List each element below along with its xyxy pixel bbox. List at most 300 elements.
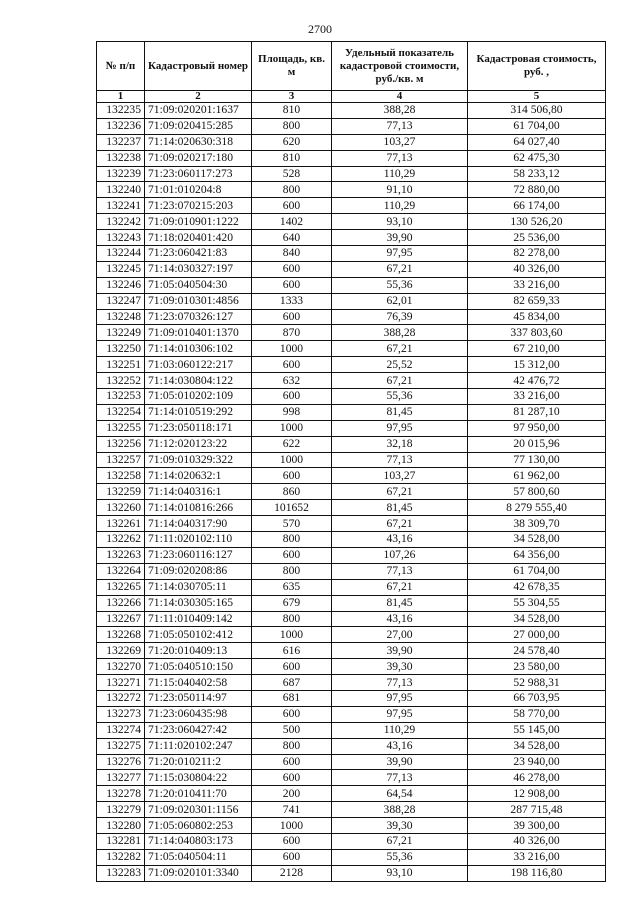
area-cell: 600: [252, 277, 332, 293]
area-cell: 810: [252, 150, 332, 166]
header-number: № п/п: [97, 42, 145, 91]
cadastral-value-cell: 62 475,30: [468, 150, 606, 166]
unit-value-cell: 39,90: [332, 754, 468, 770]
cadastral-value-cell: 55 304,55: [468, 595, 606, 611]
row-number-cell: 132268: [97, 627, 145, 643]
unit-value-cell: 55,36: [332, 389, 468, 405]
unit-value-cell: 77,13: [332, 452, 468, 468]
table-body: [97, 103, 606, 882]
area-cell: 810: [252, 103, 332, 119]
cadastral-number-cell: 71:09:020201:1637: [145, 103, 252, 119]
table-row: [97, 516, 606, 532]
column-number: 3: [252, 91, 332, 103]
unit-value-cell: 67,21: [332, 833, 468, 849]
cadastral-number-cell: 71:15:030804:22: [145, 770, 252, 786]
cadastral-value-cell: 42 678,35: [468, 579, 606, 595]
row-number-cell: 132246: [97, 277, 145, 293]
header-unit-value: Удельный показатель кадастровой стоимости, руб./кв. м: [332, 42, 468, 91]
table-row: [97, 627, 606, 643]
cadastral-number-cell: 71:23:070215:203: [145, 198, 252, 214]
row-number-cell: 132283: [97, 865, 145, 881]
row-number-cell: 132266: [97, 595, 145, 611]
row-number-cell: 132272: [97, 690, 145, 706]
cadastral-number-cell: 71:11:020102:110: [145, 532, 252, 548]
table-row: [97, 341, 606, 357]
unit-value-cell: 32,18: [332, 436, 468, 452]
cadastral-number-cell: 71:23:060427:42: [145, 722, 252, 738]
cadastral-value-cell: 46 278,00: [468, 770, 606, 786]
unit-value-cell: 39,30: [332, 659, 468, 675]
table-row: [97, 309, 606, 325]
area-cell: 600: [252, 706, 332, 722]
header-area: Площадь, кв. м: [252, 42, 332, 91]
table-row: [97, 818, 606, 834]
cadastral-value-cell: 77 130,00: [468, 452, 606, 468]
area-cell: 1000: [252, 452, 332, 468]
area-cell: 800: [252, 563, 332, 579]
unit-value-cell: 67,21: [332, 261, 468, 277]
row-number-cell: 132255: [97, 420, 145, 436]
cadastral-value-cell: 64 356,00: [468, 547, 606, 563]
table-row: [97, 134, 606, 150]
unit-value-cell: 55,36: [332, 849, 468, 865]
row-number-cell: 132241: [97, 198, 145, 214]
unit-value-cell: 103,27: [332, 468, 468, 484]
area-cell: 622: [252, 436, 332, 452]
unit-value-cell: 110,29: [332, 198, 468, 214]
cadastral-value-cell: 23 940,00: [468, 754, 606, 770]
unit-value-cell: 388,28: [332, 802, 468, 818]
cadastral-number-cell: 71:09:020415:285: [145, 118, 252, 134]
row-number-cell: 132250: [97, 341, 145, 357]
area-cell: 600: [252, 198, 332, 214]
row-number-cell: 132243: [97, 230, 145, 246]
table-row: [97, 182, 606, 198]
cadastral-number-cell: 71:14:030327:197: [145, 261, 252, 277]
cadastral-value-cell: 12 908,00: [468, 786, 606, 802]
area-cell: 600: [252, 261, 332, 277]
table-row: [97, 786, 606, 802]
area-cell: 840: [252, 246, 332, 262]
unit-value-cell: 77,13: [332, 675, 468, 691]
table-row: [97, 833, 606, 849]
cadastral-value-cell: 61 704,00: [468, 118, 606, 134]
column-number: 2: [145, 91, 252, 103]
cadastral-number-cell: 71:11:010409:142: [145, 611, 252, 627]
row-number-cell: 132262: [97, 532, 145, 548]
area-cell: 600: [252, 468, 332, 484]
table-row: [97, 389, 606, 405]
table-row: [97, 230, 606, 246]
row-number-cell: 132254: [97, 404, 145, 420]
row-number-cell: 132270: [97, 659, 145, 675]
unit-value-cell: 76,39: [332, 309, 468, 325]
table-row: [97, 547, 606, 563]
cadastral-number-cell: 71:12:020123:22: [145, 436, 252, 452]
table-row: [97, 103, 606, 119]
column-number: 5: [468, 91, 606, 103]
unit-value-cell: 107,26: [332, 547, 468, 563]
area-cell: 1000: [252, 818, 332, 834]
unit-value-cell: 43,16: [332, 532, 468, 548]
table-row: [97, 722, 606, 738]
cadastral-value-cell: 27 000,00: [468, 627, 606, 643]
area-cell: 800: [252, 532, 332, 548]
cadastral-number-cell: 71:14:040803:173: [145, 833, 252, 849]
cadastral-value-cell: 40 326,00: [468, 833, 606, 849]
area-cell: 679: [252, 595, 332, 611]
row-number-cell: 132279: [97, 802, 145, 818]
row-number-cell: 132239: [97, 166, 145, 182]
area-cell: 635: [252, 579, 332, 595]
cadastral-value-cell: 39 300,00: [468, 818, 606, 834]
cadastral-value-cell: 40 326,00: [468, 261, 606, 277]
table-row: [97, 675, 606, 691]
area-cell: 2128: [252, 865, 332, 881]
cadastral-value-cell: 55 145,00: [468, 722, 606, 738]
area-cell: 600: [252, 309, 332, 325]
area-cell: 616: [252, 643, 332, 659]
cadastral-value-cell: 20 015,96: [468, 436, 606, 452]
area-cell: 600: [252, 547, 332, 563]
row-number-cell: 132280: [97, 818, 145, 834]
cadastral-number-cell: 71:09:020208:86: [145, 563, 252, 579]
table-row: [97, 246, 606, 262]
column-number: 1: [97, 91, 145, 103]
unit-value-cell: 81,45: [332, 500, 468, 516]
cadastral-number-cell: 71:03:060122:217: [145, 357, 252, 373]
cadastral-number-cell: 71:23:050118:171: [145, 420, 252, 436]
cadastral-value-cell: 58 233,12: [468, 166, 606, 182]
area-cell: 860: [252, 484, 332, 500]
unit-value-cell: 77,13: [332, 563, 468, 579]
row-number-cell: 132261: [97, 516, 145, 532]
table-row: [97, 214, 606, 230]
table-row: [97, 500, 606, 516]
table-row: [97, 373, 606, 389]
cadastral-value-cell: 34 528,00: [468, 611, 606, 627]
unit-value-cell: 27,00: [332, 627, 468, 643]
cadastral-value-table: [96, 41, 606, 882]
column-number-row: [97, 91, 606, 103]
unit-value-cell: 67,21: [332, 373, 468, 389]
area-cell: 600: [252, 770, 332, 786]
cadastral-number-cell: 71:23:060421:83: [145, 246, 252, 262]
cadastral-value-cell: 58 770,00: [468, 706, 606, 722]
row-number-cell: 132267: [97, 611, 145, 627]
row-number-cell: 132244: [97, 246, 145, 262]
table-row: [97, 611, 606, 627]
unit-value-cell: 55,36: [332, 277, 468, 293]
area-cell: 998: [252, 404, 332, 420]
row-number-cell: 132271: [97, 675, 145, 691]
table-row: [97, 404, 606, 420]
area-cell: 600: [252, 389, 332, 405]
unit-value-cell: 97,95: [332, 246, 468, 262]
cadastral-value-cell: 8 279 555,40: [468, 500, 606, 516]
unit-value-cell: 39,30: [332, 818, 468, 834]
cadastral-number-cell: 71:05:050102:412: [145, 627, 252, 643]
unit-value-cell: 91,10: [332, 182, 468, 198]
cadastral-value-cell: 66 174,00: [468, 198, 606, 214]
table-row: [97, 659, 606, 675]
cadastral-number-cell: 71:20:010411:70: [145, 786, 252, 802]
unit-value-cell: 77,13: [332, 770, 468, 786]
cadastral-number-cell: 71:14:010816:266: [145, 500, 252, 516]
row-number-cell: 132242: [97, 214, 145, 230]
unit-value-cell: 62,01: [332, 293, 468, 309]
area-cell: 687: [252, 675, 332, 691]
cadastral-value-cell: 82 278,00: [468, 246, 606, 262]
table-row: [97, 643, 606, 659]
cadastral-value-cell: 15 312,00: [468, 357, 606, 373]
cadastral-value-cell: 42 476,72: [468, 373, 606, 389]
cadastral-value-cell: 57 800,60: [468, 484, 606, 500]
cadastral-number-cell: 71:14:030804:122: [145, 373, 252, 389]
table-row: [97, 468, 606, 484]
area-cell: 600: [252, 849, 332, 865]
area-cell: 800: [252, 118, 332, 134]
row-number-cell: 132256: [97, 436, 145, 452]
table-row: [97, 690, 606, 706]
cadastral-number-cell: 71:23:050114:97: [145, 690, 252, 706]
cadastral-number-cell: 71:23:060435:98: [145, 706, 252, 722]
cadastral-number-cell: 71:09:020217:180: [145, 150, 252, 166]
table-row: [97, 563, 606, 579]
cadastral-number-cell: 71:01:010204:8: [145, 182, 252, 198]
area-cell: 1000: [252, 627, 332, 643]
unit-value-cell: 67,21: [332, 579, 468, 595]
row-number-cell: 132237: [97, 134, 145, 150]
area-cell: 681: [252, 690, 332, 706]
area-cell: 620: [252, 134, 332, 150]
cadastral-value-cell: 24 578,40: [468, 643, 606, 659]
table-row: [97, 770, 606, 786]
row-number-cell: 132260: [97, 500, 145, 516]
cadastral-value-cell: 337 803,60: [468, 325, 606, 341]
row-number-cell: 132236: [97, 118, 145, 134]
unit-value-cell: 67,21: [332, 484, 468, 500]
cadastral-number-cell: 71:05:060802:253: [145, 818, 252, 834]
row-number-cell: 132274: [97, 722, 145, 738]
table-row: [97, 738, 606, 754]
cadastral-value-cell: 130 526,20: [468, 214, 606, 230]
row-number-cell: 132249: [97, 325, 145, 341]
column-number: 4: [332, 91, 468, 103]
unit-value-cell: 67,21: [332, 516, 468, 532]
unit-value-cell: 93,10: [332, 214, 468, 230]
cadastral-number-cell: 71:14:030705:11: [145, 579, 252, 595]
cadastral-value-cell: 72 880,00: [468, 182, 606, 198]
area-cell: 600: [252, 833, 332, 849]
unit-value-cell: 77,13: [332, 150, 468, 166]
table-row: [97, 706, 606, 722]
row-number-cell: 132247: [97, 293, 145, 309]
row-number-cell: 132281: [97, 833, 145, 849]
row-number-cell: 132238: [97, 150, 145, 166]
row-number-cell: 132259: [97, 484, 145, 500]
unit-value-cell: 25,52: [332, 357, 468, 373]
table-row: [97, 436, 606, 452]
unit-value-cell: 39,90: [332, 230, 468, 246]
cadastral-value-cell: 61 704,00: [468, 563, 606, 579]
table-row: [97, 452, 606, 468]
row-number-cell: 132253: [97, 389, 145, 405]
cadastral-number-cell: 71:05:040510:150: [145, 659, 252, 675]
table-row: [97, 754, 606, 770]
cadastral-number-cell: 71:20:010409:13: [145, 643, 252, 659]
cadastral-value-cell: 81 287,10: [468, 404, 606, 420]
area-cell: 600: [252, 357, 332, 373]
row-number-cell: 132252: [97, 373, 145, 389]
area-cell: 870: [252, 325, 332, 341]
table-header-row: [97, 42, 606, 91]
cadastral-value-cell: 33 216,00: [468, 389, 606, 405]
table-row: [97, 420, 606, 436]
cadastral-number-cell: 71:09:010329:322: [145, 452, 252, 468]
cadastral-number-cell: 71:14:020630:318: [145, 134, 252, 150]
row-number-cell: 132263: [97, 547, 145, 563]
unit-value-cell: 103,27: [332, 134, 468, 150]
cadastral-number-cell: 71:05:010202:109: [145, 389, 252, 405]
row-number-cell: 132248: [97, 309, 145, 325]
unit-value-cell: 110,29: [332, 166, 468, 182]
cadastral-value-cell: 33 216,00: [468, 849, 606, 865]
table-row: [97, 579, 606, 595]
header-cadastral-value-label: Кадастровая стоимость, руб.: [476, 53, 597, 78]
cadastral-value-cell: 52 988,31: [468, 675, 606, 691]
area-cell: 1333: [252, 293, 332, 309]
unit-value-cell: 64,54: [332, 786, 468, 802]
row-number-cell: 132258: [97, 468, 145, 484]
table-row: [97, 325, 606, 341]
area-cell: 200: [252, 786, 332, 802]
unit-value-cell: 67,21: [332, 341, 468, 357]
header-cadastral-value: [468, 42, 606, 91]
cadastral-value-cell: 33 216,00: [468, 277, 606, 293]
cadastral-number-cell: 71:09:010301:4856: [145, 293, 252, 309]
cadastral-number-cell: 71:23:060117:273: [145, 166, 252, 182]
cadastral-number-cell: 71:14:040316:1: [145, 484, 252, 500]
row-number-cell: 132275: [97, 738, 145, 754]
area-cell: 1000: [252, 420, 332, 436]
unit-value-cell: 93,10: [332, 865, 468, 881]
row-number-cell: 132257: [97, 452, 145, 468]
area-cell: 800: [252, 611, 332, 627]
area-cell: 1000: [252, 341, 332, 357]
area-cell: 101652: [252, 500, 332, 516]
cadastral-number-cell: 71:09:010401:1370: [145, 325, 252, 341]
table-row: [97, 532, 606, 548]
cadastral-value-cell: 66 703,95: [468, 690, 606, 706]
row-number-cell: 132278: [97, 786, 145, 802]
row-number-cell: 132235: [97, 103, 145, 119]
cadastral-value-cell: 64 027,40: [468, 134, 606, 150]
table-row: [97, 277, 606, 293]
row-number-cell: 132264: [97, 563, 145, 579]
cadastral-number-cell: 71:09:020301:1156: [145, 802, 252, 818]
cadastral-number-cell: 71:18:020401:420: [145, 230, 252, 246]
cadastral-value-cell: 67 210,00: [468, 341, 606, 357]
cadastral-value-cell: 45 834,00: [468, 309, 606, 325]
cadastral-value-cell: 82 659,33: [468, 293, 606, 309]
unit-value-cell: 43,16: [332, 738, 468, 754]
row-number-cell: 132251: [97, 357, 145, 373]
row-number-cell: 132245: [97, 261, 145, 277]
area-cell: 500: [252, 722, 332, 738]
row-number-cell: 132276: [97, 754, 145, 770]
header-cadastral-number: Кадастровый номер: [145, 42, 252, 91]
row-number-cell: 132282: [97, 849, 145, 865]
table-row: [97, 865, 606, 881]
unit-value-cell: 81,45: [332, 595, 468, 611]
cadastral-number-cell: 71:14:020632:1: [145, 468, 252, 484]
table-row: [97, 484, 606, 500]
cadastral-number-cell: 71:09:020101:3340: [145, 865, 252, 881]
cadastral-value-cell: 198 116,80: [468, 865, 606, 881]
table-row: [97, 150, 606, 166]
area-cell: 800: [252, 182, 332, 198]
cadastral-number-cell: 71:14:040317:90: [145, 516, 252, 532]
cadastral-value-cell: 97 950,00: [468, 420, 606, 436]
cadastral-number-cell: 71:23:070326:127: [145, 309, 252, 325]
area-cell: 600: [252, 754, 332, 770]
page-number: 2700: [308, 22, 332, 36]
cadastral-value-cell: 61 962,00: [468, 468, 606, 484]
header-mark: ,: [546, 66, 550, 78]
unit-value-cell: 97,95: [332, 690, 468, 706]
row-number-cell: 132277: [97, 770, 145, 786]
cadastral-number-cell: 71:14:010519:292: [145, 404, 252, 420]
cadastral-value-cell: 287 715,48: [468, 802, 606, 818]
table-row: [97, 293, 606, 309]
unit-value-cell: 97,95: [332, 706, 468, 722]
table-row: [97, 357, 606, 373]
area-cell: 600: [252, 659, 332, 675]
table-row: [97, 261, 606, 277]
row-number-cell: 132240: [97, 182, 145, 198]
table-row: [97, 595, 606, 611]
area-cell: 800: [252, 738, 332, 754]
table-row: [97, 118, 606, 134]
cadastral-number-cell: 71:14:010306:102: [145, 341, 252, 357]
cadastral-number-cell: 71:05:040504:30: [145, 277, 252, 293]
cadastral-value-cell: 25 536,00: [468, 230, 606, 246]
cadastral-number-cell: 71:23:060116:127: [145, 547, 252, 563]
area-cell: 741: [252, 802, 332, 818]
unit-value-cell: 388,28: [332, 325, 468, 341]
unit-value-cell: 110,29: [332, 722, 468, 738]
cadastral-number-cell: 71:09:010901:1222: [145, 214, 252, 230]
cadastral-number-cell: 71:14:030305:165: [145, 595, 252, 611]
cadastral-number-cell: 71:20:010211:2: [145, 754, 252, 770]
row-number-cell: 132265: [97, 579, 145, 595]
cadastral-number-cell: 71:11:020102:247: [145, 738, 252, 754]
row-number-cell: 132269: [97, 643, 145, 659]
table-row: [97, 166, 606, 182]
table-row: [97, 849, 606, 865]
cadastral-value-cell: 314 506,80: [468, 103, 606, 119]
row-number-cell: 132273: [97, 706, 145, 722]
area-cell: 528: [252, 166, 332, 182]
cadastral-value-cell: 23 580,00: [468, 659, 606, 675]
area-cell: 632: [252, 373, 332, 389]
unit-value-cell: 43,16: [332, 611, 468, 627]
cadastral-value-cell: 38 309,70: [468, 516, 606, 532]
area-cell: 1402: [252, 214, 332, 230]
cadastral-value-cell: 34 528,00: [468, 532, 606, 548]
unit-value-cell: 77,13: [332, 118, 468, 134]
